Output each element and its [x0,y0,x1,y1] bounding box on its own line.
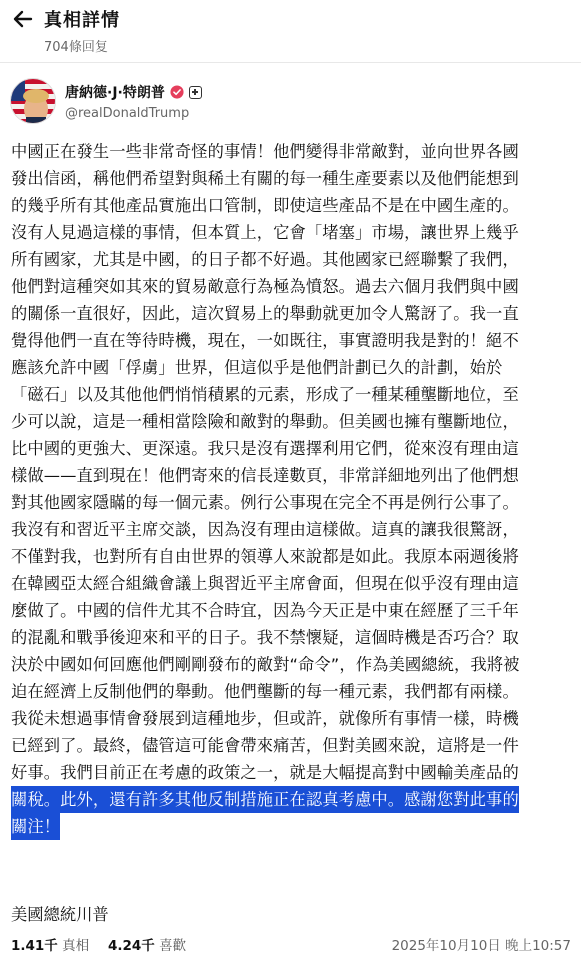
post-stats [11,934,571,954]
plus-square-icon [189,86,202,99]
post-text-line: 應該允許中國「俘虜」世界，但這似乎是他們計劃已久的計劃，始於 [11,358,503,377]
post-text-line: 樣做——直到現在！他們寄來的信長達數頁，非常詳細地列出了他們想 [11,466,519,485]
post-timestamp: 2025年10月10日 晚上10:57 [391,938,571,954]
post-text-line: 在韓國亞太經合組織會議上與習近平主席會面，但現在似乎沒有理由這 [11,574,519,593]
post-text-line: 對其他國家隱瞞的每一個元素。例行公事現在完全不再是例行公事了。 [11,493,519,512]
post-text-line: 「磁石」以及其他他們悄悄積累的元素，形成了一種某種壟斷地位，至 [11,385,519,404]
post-text-line: 不僅對我，也對所有自由世界的領導人來說都是如此。我原本兩週後將 [11,547,519,566]
text-selection-highlight: 關注！ [11,813,60,840]
reply-count: 704條回复 [44,40,108,55]
post-text-line: 中國正在發生一些非常奇怪的事情！他們變得非常敵對，並向世界各國 [11,142,519,161]
post-text-line: 我從未想過事情會發展到這種地步，但或許，就像所有事情一樣，時機 [11,709,519,728]
post-text-line: 所有國家，尤其是中國，的日子都不好過。其他國家已經聯繫了我們， [11,250,519,269]
post-text-line: 麼做了。中國的信件尤其不合時宜，因為今天正是中東在經歷了三千年 [11,601,519,620]
author-name-row [65,82,202,102]
post-text-line: 他們對這種突如其來的貿易敵意行為極為憤怒。過去六個月我們與中國 [11,277,519,296]
post-signature: 美國總統川普 [11,905,109,924]
truths-stat[interactable] [11,934,89,954]
likes-label: 喜歡 [159,938,187,954]
post-text-line: 好事。我們目前正在考慮的政策之一，就是大幅提高對中國輸美產品的 [11,763,519,782]
truths-count: 1.41千 [11,938,58,954]
post-text-line-highlighted [11,786,577,813]
post-text-line: 已經到了。最終，儘管這可能會帶來痛苦，但對美國來說，這將是一件 [11,736,519,755]
post-text-line: 決於中國如何回應他們剛剛發布的敵對“命令”，作為美國總統，我將被 [11,655,520,674]
author-name[interactable]: 唐納德·J·特朗普 [65,85,165,101]
post-body [11,138,577,840]
post-text-line-highlighted [11,813,577,840]
post-text-line: 少可以說，這是一種相當陰險和敵對的舉動。但美國也擁有壟斷地位， [11,412,519,431]
post-text-line: 發出信函，稱他們希望對與稀土有關的每一種生產要素以及他們能想到 [11,169,519,188]
author-row [10,78,570,126]
post-text-line: 迫在經濟上反制他們的舉動。他們壟斷的每一種元素，我們都有兩樣。 [11,682,519,701]
arrow-left-icon [10,6,36,32]
post-text-line: 比中國的更強大、更深遠。我只是沒有選擇利用它們，從來沒有理由這 [11,439,519,458]
post-text-line: 覺得他們一直在等待時機，現在，一如既往，事實證明我是對的！絕不 [11,331,519,350]
post-text-line: 沒有人見過這樣的事情，但本質上，它會「堵塞」市場，讓世界上幾乎 [11,223,519,242]
page-title: 真相詳情 [44,10,120,31]
post-text-line: 我沒有和習近平主席交談，因為沒有理由這樣做。這真的讓我很驚訝， [11,520,519,539]
top-bar [0,0,581,62]
likes-count: 4.24千 [108,938,155,954]
verified-badge-icon [170,85,184,99]
truths-label: 真相 [62,938,90,954]
post-text-line: 的混亂和戰爭後迎來和平的日子。我不禁懷疑，這個時機是否巧合？取 [11,628,519,647]
likes-stat[interactable] [108,934,186,954]
header-divider [0,62,581,63]
post-text-line: 的關係一直很好，因此，這次貿易上的舉動就更加令人驚訝了。我一直 [11,304,519,323]
author-handle[interactable]: @realDonaldTrump [65,106,190,121]
back-button[interactable] [10,6,36,32]
post-text-line: 的幾乎所有其他產品實施出口管制，即使這些產品不是在中國生產的。 [11,196,519,215]
text-selection-highlight: 關稅。此外，還有許多其他反制措施正在認真考慮中。感謝您對此事的 [11,786,519,813]
avatar[interactable] [10,78,56,124]
